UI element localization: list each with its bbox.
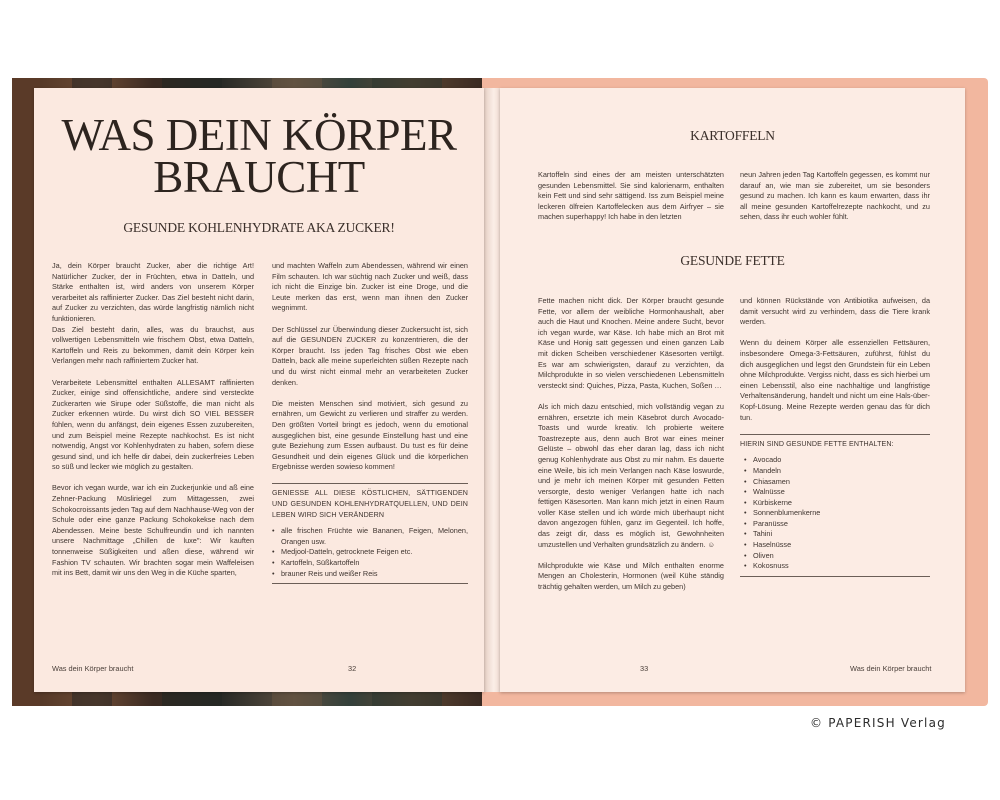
list-item: • Kokosnuss (744, 561, 789, 571)
page-number-left: 32 (348, 664, 357, 673)
list-item: • Sonnenblumenkerne (744, 508, 821, 518)
list-item: • Mandeln (744, 465, 781, 475)
bullet-icon: • (272, 558, 275, 568)
paragraph: Das Ziel besteht darin, alles, was du brauchst, aus vollwertigen Lebensmitteln wie frischem Obst, etwa Datteln, Kartoffeln und Reis zu bekommen, damit dein Körper kein Verlangen mehr nach raffiniertem Zucker hat. (52, 324, 254, 366)
bullet-icon: • (744, 497, 747, 507)
chapter-title-line2: BRAUCHT (153, 152, 365, 202)
fette-column-2 (740, 296, 930, 577)
list-item: • Oliven (744, 550, 774, 560)
list-item: • Kartoffeln, Süßkartoffeln (272, 558, 360, 568)
list-item: • Walnüsse (744, 487, 785, 497)
box-bottom-rule (272, 583, 468, 584)
page-number-right: 33 (640, 664, 649, 673)
paragraph: und machten Waffeln zum Abendessen, während wir einen Film schauten. Ich war süchtig nach Zucker und weiß, dass ich nicht die Einzige bin. Zucker ist eine Droge, und die Leute merken das erst, wenn man ihnen den Zucker wegnimmt. (272, 261, 468, 313)
bullet-icon: • (744, 529, 747, 539)
left-column-1 (52, 261, 254, 589)
bullet-icon: • (744, 518, 747, 528)
bullet-icon: • (744, 550, 747, 560)
bullet-icon: • (272, 526, 275, 536)
paragraph: Wenn du deinem Körper alle essenziellen Fettsäuren, insbesondere Omega-3-Fettsäuren, zuführst, fühlst du dich ausgeglichen und legst den Grundstein für ein Leben ohne Milchprodukte. Vergiss nicht, dass es sich hierbei um einen Lebensstil, also eine nachhaltige und langfristige Verhaltensänderung, handelt und nicht um eine Hals-über-Kopf-Lösung. Meine Rezepte werden genau das für dich tun. (740, 338, 930, 422)
fat-sources-list (744, 455, 930, 572)
publisher-credit: © PAPERISH Verlag (810, 716, 946, 730)
list-item: • Avocado (744, 455, 782, 465)
left-column-2 (272, 261, 468, 584)
bullet-icon: • (744, 465, 747, 475)
book-spine (484, 88, 500, 692)
paragraph: Milchprodukte wie Käse und Milch enthalten enorme Mengen an Cholesterin, Hormonen (weil Kühe ständig trächtig gehalten werden, um Milch zu geben) (538, 560, 724, 592)
paragraph: Ja, dein Körper braucht Zucker, aber die richtige Art! Natürlicher Zucker, der in Früchten, etwa in Datteln, und Stärke enthalten ist, wird anders von unserem Körper verarbeitet als raffinierter Zucker. Das Ziel besteht nicht darin, auf Zucker zu verzichten, das würde langfristig nämlich nicht funktionieren. (52, 261, 254, 323)
paragraph: Fette machen nicht dick. Der Körper braucht gesunde Fette, vor allem der weibliche Hormonhaushalt, aber auch die Haut und Knochen. Meine andere Sucht, bevor ich vegan wurde, war Käse. Ich habe mich an Brot mit Käse und Honig satt gegessen und einen ganzen Laib mit dicken Scheiben verschiedener Käsesorten vertilgt. Es war am schwierigsten, darauf zu verzichten, da Milchprodukte in so vielen verschiedenen Lebensmitteln versteckt sind: Quiches, Pizza, Pasta, Kuchen, Soßen … (538, 296, 724, 390)
list-item: • Tahini (744, 529, 773, 539)
section-heading-fette: GESUNDE FETTE (680, 253, 785, 268)
bullet-icon: • (744, 508, 747, 518)
bullet-icon: • (744, 540, 747, 550)
bullet-icon: • (744, 476, 747, 486)
kartoffeln-column-2: neun Jahren jeden Tag Kartoffeln gegessen, es kommt nur darauf an, wie man sie zubereitet, um sie besonders gesund zu machen. Ich kann es kaum erwarten, dass ihr all meine gesunden Kartoffelrezepte nachkocht, und zu sehen, dass ihr euch wohler fühlt. (740, 170, 930, 222)
list-item: • Paranüsse (744, 518, 788, 528)
bullet-icon: • (272, 568, 275, 578)
fat-sources-heading: HIERIN SIND GESUNDE FETTE ENTHALTEN: (740, 439, 894, 448)
list-item: • brauner Reis und weißer Reis (272, 568, 378, 578)
chapter-title-line1: WAS DEIN KÖRPER (61, 110, 457, 160)
box-top-rule (740, 434, 930, 435)
paragraph: Bevor ich vegan wurde, war ich ein Zuckerjunkie und aß eine Zehner-Packung Müsliriegel zum Mittagessen, zwei Schokocroissants jeden Tag auf dem Nachhause-Weg von der Schule oder eine ganze Packung Schokokekse nach dem Abendessen. Meine beste Schulfreundin und ich nannten unsere Nachmittage „Chillen de luxe": Wir kauften tonnenweise Süßigkeiten und aßen diese, während wir Fashion TV schauten. Wir brachten sogar mein Waffeleisen mit ins Bett, damit wir uns den Weg in die Küche sparten, (52, 483, 254, 578)
bullet-icon: • (272, 547, 275, 557)
list-item: • alle frischen Früchte wie Bananen, Feigen, Melonen, Orangen usw. (272, 526, 468, 546)
carb-sources-heading: GENIESSE ALL DIESE KÖSTLICHEN, SÄTTIGENDEN UND GESUNDEN KOHLENHYDRATQUELLEN, UND DEIN LEBEN WIRD SICH VERÄNDERN (272, 489, 468, 519)
box-bottom-rule (740, 576, 930, 577)
bullet-icon: • (744, 487, 747, 497)
right-page (500, 88, 965, 692)
paragraph: und können Rückstände von Antibiotika aufweisen, da damit versucht wird zu verhindern, dass die Tiere krank werden. (740, 296, 930, 327)
list-item: • Medjool-Datteln, getrocknete Feigen etc. (272, 547, 413, 557)
list-item: • Chiasamen (744, 476, 790, 486)
running-footer-right: Was dein Körper braucht (850, 664, 932, 673)
bullet-icon: • (744, 561, 747, 571)
paragraph: Als ich mich dazu entschied, mich vollständig vegan zu ernähren, ersetzte ich mein Käsebrot durch Avocado-Toasts und wurde kreativ. Ich probierte weitere Toastrezepte aus, denn auch Brot war eines meiner Gelüste – obwohl das eher daran lag, dass ich nicht genug Kohlenhydrate aus Obst zu mir nahm. Es dauerte eine Weile, bis ich mein Verlangen nach Käse loswurde, und je mehr ich meinen Körper mit gesunden Fetten versorgte, desto weniger Verlangen hatte ich nach fettigen Käsesorten. Man kann mich jetzt in einen Raum voller Käse stellen und ich würde mich überhaupt nicht davon angezogen fühlen, ganz im Gegenteil. Ich hoffe, das zeigt dir, dass es möglich ist, Gewohnheiten umzustellen und Verhalten grundsätzlich zu ändern. ☺ (538, 401, 724, 549)
paragraph: Die meisten Menschen sind motiviert, sich gesund zu ernähren, um Gewicht zu verlieren und straffer zu werden. Den größten Vorteil bringt es jedoch, wenn du emotional ausgeglichen bist, eine gesunde Einstellung hast und eine gute Beziehung zum Essen aufbaust. Du tust es für deine Gesundheit und dein eigenes Glück und die körperlichen Ergebnisse werden sowieso kommen! (272, 398, 468, 472)
left-page (34, 88, 484, 692)
section-heading-zucker: GESUNDE KOHLENHYDRATE AKA ZUCKER! (123, 220, 395, 235)
list-item: • Haselnüsse (744, 540, 792, 550)
section-heading-kartoffeln: KARTOFFELN (690, 128, 775, 143)
paragraph: Der Schlüssel zur Überwindung dieser Zuckersucht ist, sich auf die GESUNDEN ZUCKER zu konzentrieren, die der Körper braucht. Iss jeden Tag frisches Obst wie eben Datteln, back alle meine superleichten süßen Rezepte nach und du wirst nicht einmal mehr an verarbeiteten Zucker denken. (272, 324, 468, 387)
running-footer-left: Was dein Körper braucht (52, 664, 134, 673)
bullet-icon: • (744, 455, 747, 465)
box-top-rule (272, 483, 468, 484)
fette-column-1 (538, 296, 724, 603)
paragraph: Verarbeitete Lebensmittel enthalten ALLESAMT raffinierten Zucker, einige sind offensichtliche, andere sind versteckte Zuckerarten wie Sirupe oder Süßstoffe, die man nicht als Zucker erkennen würde. Du wirst dich SO VIEL BESSER fühlen, wenn du anfängst, dein eigenes Essen zuzubereiten, und zum Beispiel meine Rezepte nachkochst. Es ist nicht notwendig, Angst vor Kohlenhydraten zu haben, sofern diese gesund sind, und ich helfe dir dabei, dein zuckerfreies Leben so süß und lecker wie möglich zu gestalten. (52, 377, 254, 472)
chapter-title (34, 110, 484, 202)
list-item: • Kürbiskerne (744, 497, 792, 507)
open-book (12, 78, 988, 706)
kartoffeln-column-1: Kartoffeln sind eines der am meisten unterschätzten gesunden Lebensmittel. Sie sind kalorienarm, enthalten kein Fett und sind sehr sättigend. Iss zum Beispiel meine leckeren ölfreien Kartoffelecken aus dem Airfryer – sie machen superhappy! Ich habe in den letzten (538, 170, 724, 222)
carb-sources-list (272, 526, 468, 579)
